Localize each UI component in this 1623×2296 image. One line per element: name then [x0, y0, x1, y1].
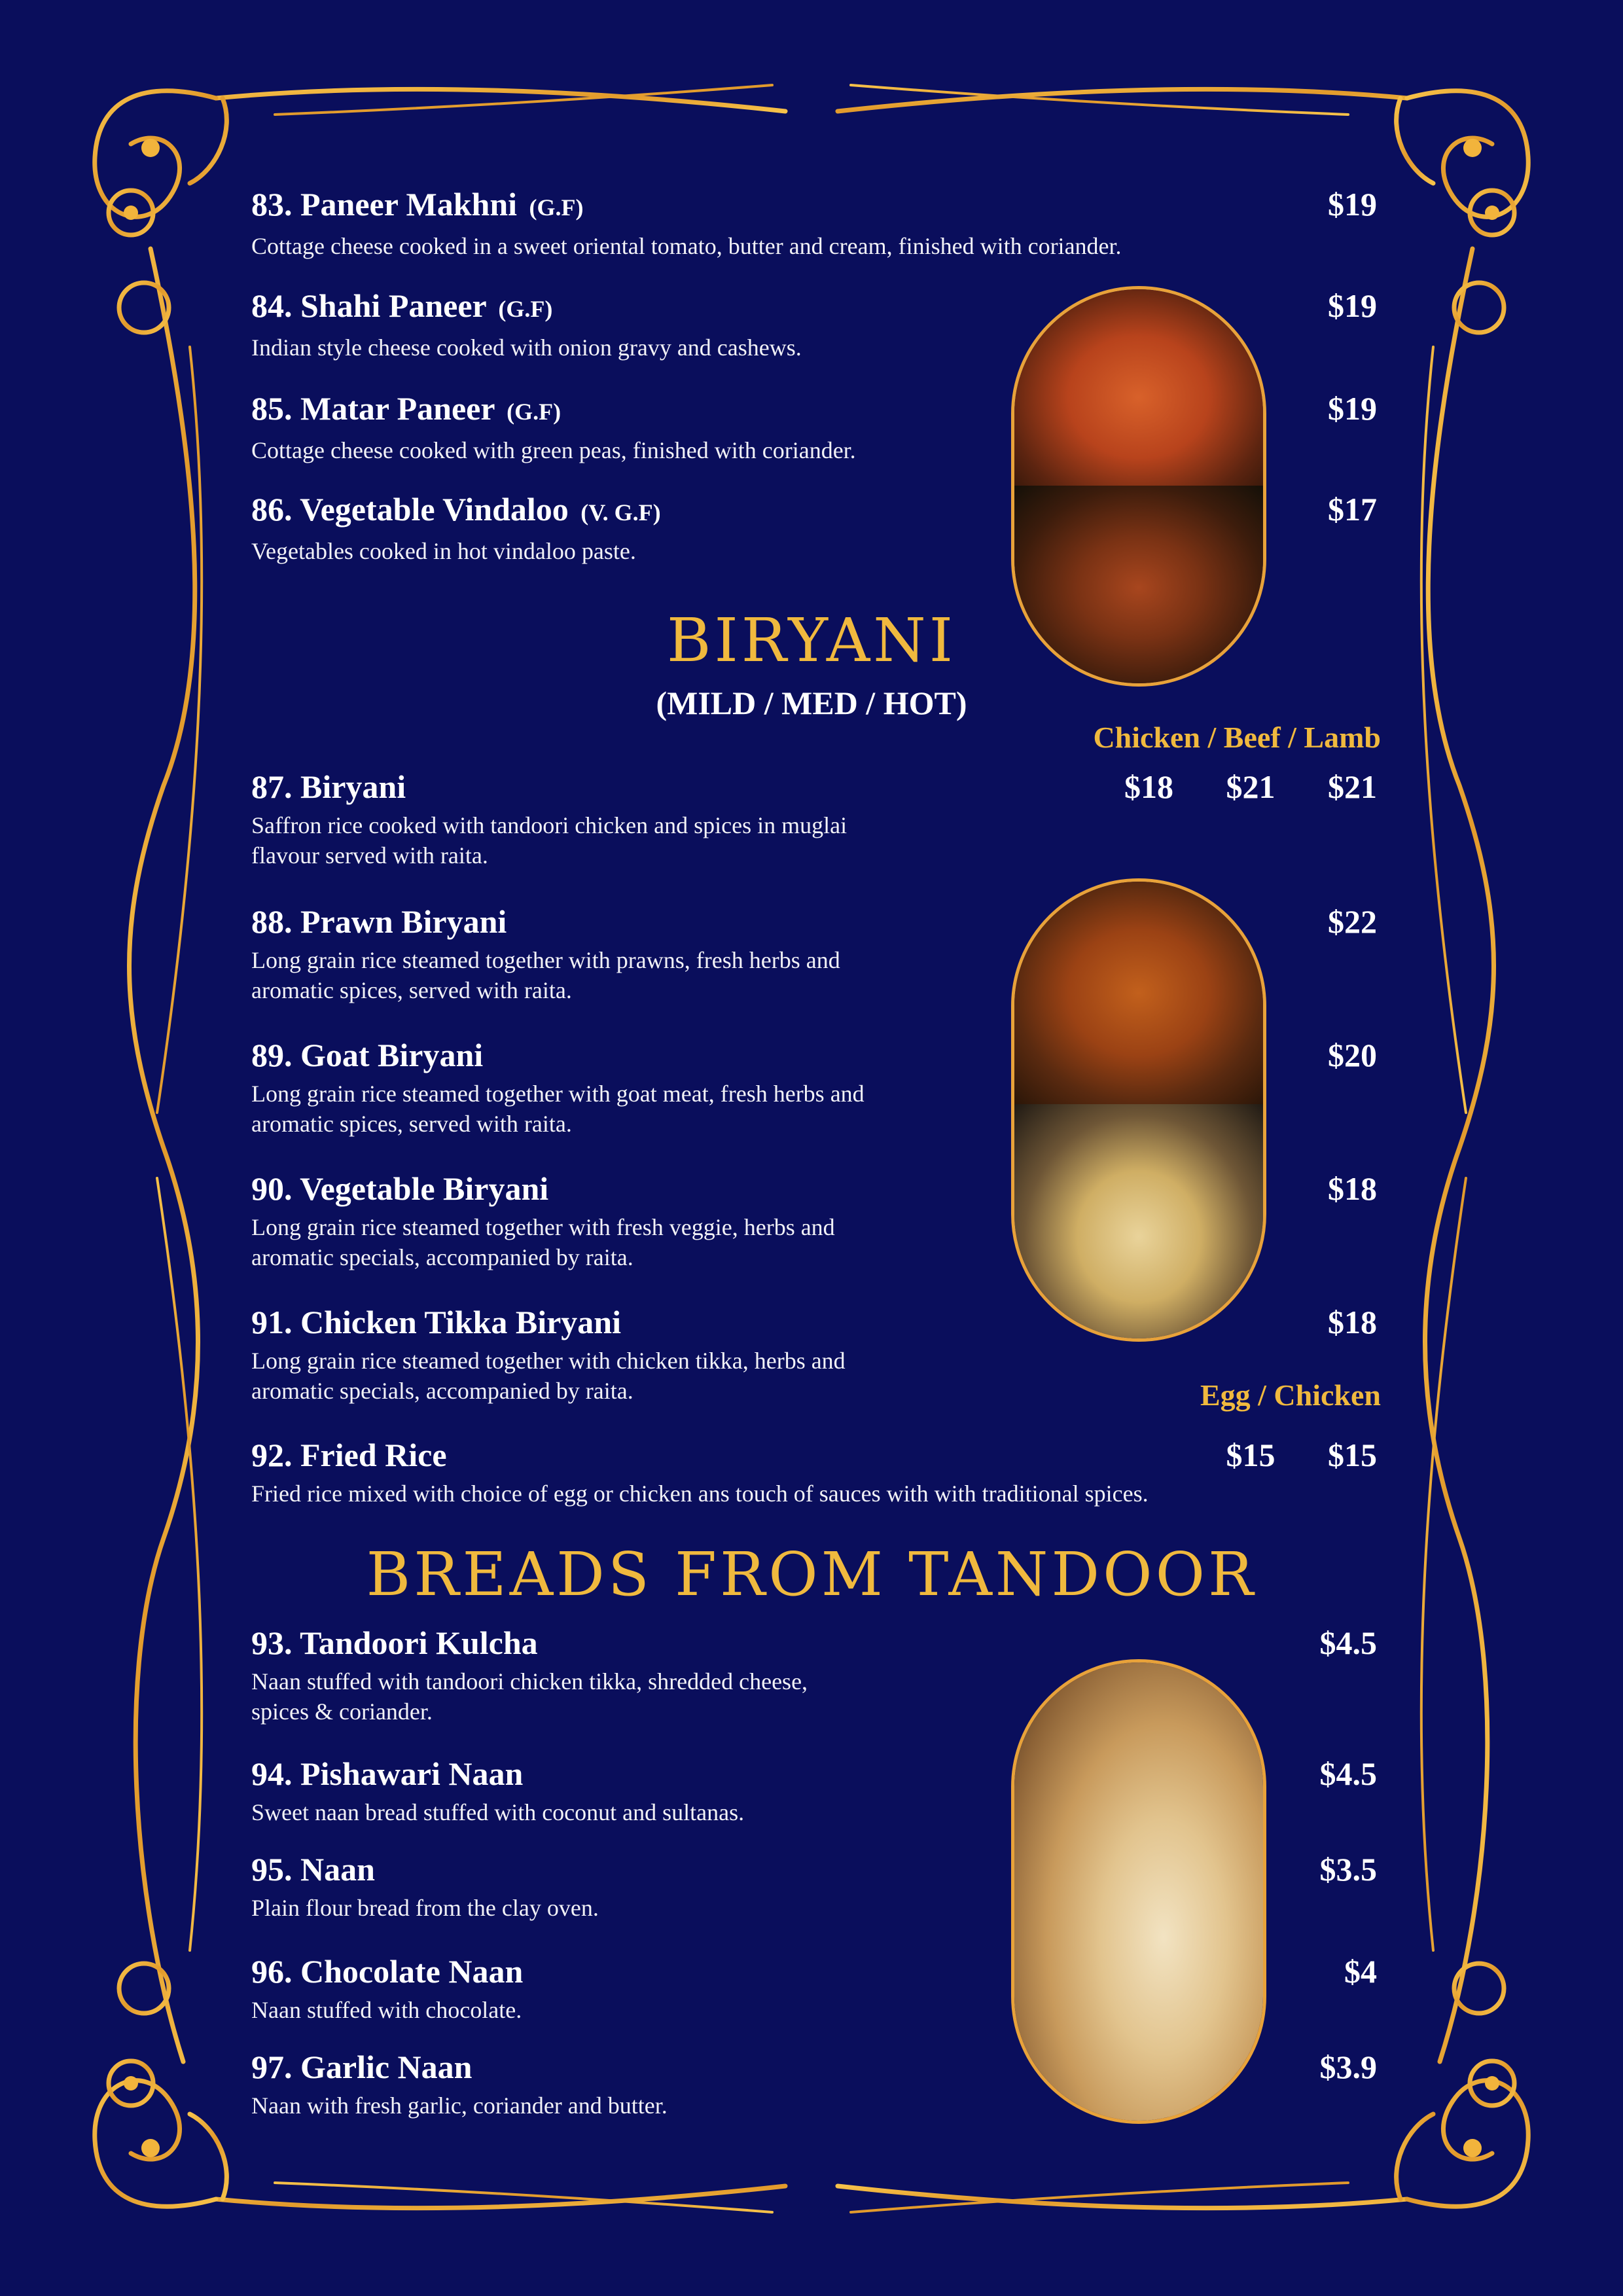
menu-item-fried-rice [251, 1435, 1377, 1509]
item-name: 90. Vegetable Biryani [251, 1170, 549, 1207]
naan-photo-icon [1011, 1659, 1266, 2124]
item-description: Fried rice mixed with choice of egg or chicken ans touch of sauces with with traditional spices. [251, 1480, 1149, 1507]
item-tag: (G.F) [507, 399, 562, 425]
item-name: 88. Prawn Biryani [251, 903, 507, 940]
spice-level-subheading: (MILD / MED / HOT) [656, 685, 967, 721]
price-beef: $21 [1226, 768, 1275, 805]
item-price: $3.9 [1319, 2049, 1377, 2085]
biryani-options-label: Chicken / Beef / Lamb [1093, 721, 1381, 754]
item-price: $20 [1328, 1037, 1377, 1073]
item-tag: (V. G.F) [580, 499, 661, 526]
description-line: Long grain rice steamed together with prawns, fresh herbs and [251, 947, 840, 973]
item-description: Cottage cheese cooked with green peas, finished with coriander. [251, 437, 856, 463]
item-name: 97. Garlic Naan [251, 2049, 473, 2085]
item-tag: (G.F) [498, 296, 553, 322]
item-name: 95. Naan [251, 1851, 375, 1888]
item-price: $4 [1344, 1953, 1377, 1990]
item-price: $17 [1328, 491, 1377, 528]
item-prices [1182, 1435, 1378, 1475]
item-description: Cottage cheese cooked in a sweet oriental tomato, butter and cream, finished with coriander. [251, 233, 1122, 259]
description-line: Plain flour bread from the clay oven. [251, 1895, 599, 1921]
item-price: $18 [1328, 1170, 1377, 1207]
item-description: Indian style cheese cooked with onion gravy and cashews. [251, 334, 802, 361]
description-line: flavour served with raita. [251, 842, 488, 869]
item-name: 83. Paneer Makhni [251, 186, 518, 223]
price-lamb: $21 [1328, 768, 1377, 805]
description-line: spices & coriander. [251, 1698, 433, 1725]
item-description: Vegetables cooked in hot vindaloo paste. [251, 538, 636, 564]
description-line: Naan stuffed with chocolate. [251, 1997, 522, 2023]
item-price: $4.5 [1319, 1755, 1377, 1792]
price-egg: $15 [1226, 1437, 1275, 1473]
item-price: $19 [1328, 390, 1377, 427]
description-line: aromatic specials, accompanied by raita. [251, 1244, 633, 1270]
description-line: Saffron rice cooked with tandoori chicken and spices in muglai [251, 812, 847, 838]
description-line: aromatic specials, accompanied by raita. [251, 1378, 633, 1404]
description-line: aromatic spices, served with raita. [251, 977, 572, 1003]
item-name: 85. Matar Paneer [251, 390, 495, 427]
description-line: Sweet naan bread stuffed with coconut and sultanas. [251, 1799, 745, 1825]
item-name: 96. Chocolate Naan [251, 1953, 524, 1990]
fried-rice-options-label: Egg / Chicken [1200, 1378, 1381, 1412]
item-name: 92. Fried Rice [251, 1437, 447, 1473]
item-tag: (G.F) [529, 194, 584, 221]
item-price: $18 [1328, 1304, 1377, 1340]
item-description [251, 810, 1377, 870]
description-line: Long grain rice steamed together with fresh veggie, herbs and [251, 1214, 835, 1240]
item-price: $22 [1328, 903, 1377, 940]
item-price: $19 [1328, 186, 1377, 223]
item-name: 86. Vegetable Vindaloo [251, 491, 569, 528]
item-name: 87. Biryani [251, 768, 406, 805]
biryani-photo-icon [1011, 878, 1266, 1342]
item-price: $4.5 [1319, 1624, 1377, 1661]
menu-item-paneer-makhni [251, 185, 1377, 261]
item-name: 91. Chicken Tikka Biryani [251, 1304, 621, 1340]
item-name: 89. Goat Biryani [251, 1037, 484, 1073]
item-prices [1080, 767, 1377, 806]
item-name: 93. Tandoori Kulcha [251, 1624, 538, 1661]
price-chicken: $15 [1328, 1437, 1377, 1473]
section-heading-breads: BREADS FROM TANDOOR [366, 1539, 1257, 1609]
description-line: Naan with fresh garlic, coriander and butter. [251, 2092, 668, 2119]
item-price: $3.5 [1319, 1851, 1377, 1888]
item-name: 84. Shahi Paneer [251, 287, 486, 324]
item-price: $19 [1328, 287, 1377, 324]
section-heading-biryani: BIRYANI [666, 605, 957, 675]
description-line: Naan stuffed with tandoori chicken tikka, shredded cheese, [251, 1668, 808, 1695]
item-name: 94. Pishawari Naan [251, 1755, 524, 1792]
description-line: Long grain rice steamed together with goat meat, fresh herbs and [251, 1081, 865, 1107]
price-chicken: $18 [1124, 768, 1173, 805]
description-line: aromatic spices, served with raita. [251, 1111, 572, 1137]
menu-item-biryani [251, 767, 1377, 870]
description-line: Long grain rice steamed together with chicken tikka, herbs and [251, 1348, 846, 1374]
